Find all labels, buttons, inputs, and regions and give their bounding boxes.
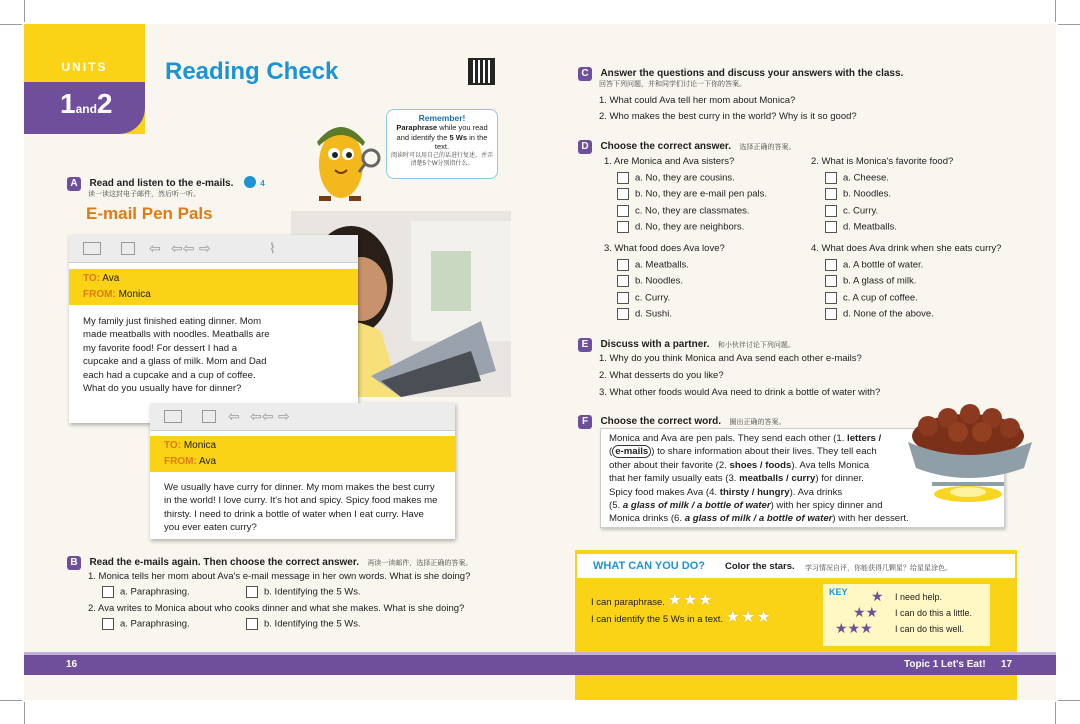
checkbox[interactable]	[825, 172, 837, 184]
envelope-icon[interactable]	[83, 242, 101, 255]
checkbox[interactable]	[617, 188, 629, 200]
reply-all-arrow-icon[interactable]: ⇦⇦	[250, 408, 274, 424]
section-cn: 读一读这封电子邮件，然后听一听。	[88, 191, 200, 198]
option-d4a[interactable]: a. A bottle of water.	[825, 259, 923, 271]
section-title: Discuss with a partner.	[600, 339, 710, 350]
self-assessment-header	[577, 554, 1015, 578]
units-label: UNITS	[61, 60, 108, 74]
checkbox[interactable]	[246, 586, 258, 598]
email-to-line: TO: Ava	[83, 273, 120, 284]
checkbox[interactable]	[825, 188, 837, 200]
option-d1b[interactable]: b. No, they are e-mail pen pals.	[617, 188, 767, 200]
word-choice[interactable]: a glass of milk / a bottle of water	[622, 500, 771, 512]
question-c1: 1. What could Ava tell her mom about Monica?	[599, 95, 796, 106]
remember-title: Remember!	[418, 113, 466, 123]
option-d1a[interactable]: a. No, they are cousins.	[617, 172, 735, 184]
reading-heading: E-mail Pen Pals	[86, 204, 213, 223]
crop-mark	[0, 700, 22, 701]
word-choice-circled[interactable]: e-mails	[612, 445, 651, 458]
question-b2: 2. Ava writes to Monica about who cooks dinner and what she makes. What is she doing?	[88, 603, 465, 614]
page-number-left: 16	[66, 659, 78, 670]
checkbox[interactable]	[825, 205, 837, 217]
page-number-right: 17	[1001, 659, 1013, 670]
section-cn: 回答下列问题，并和同学们讨论一下你的答案。	[599, 81, 746, 88]
key-text: I can do this a little.	[895, 608, 973, 618]
star-key-box	[823, 584, 990, 646]
question-d2: 2. What is Monica's favorite food?	[811, 156, 954, 167]
option-d4d[interactable]: d. None of the above.	[825, 308, 934, 320]
word-choice[interactable]: shoes / foods	[729, 459, 792, 471]
section-title: Read the e-mails again. Then choose the correct answer.	[89, 557, 359, 568]
option-d4b[interactable]: b. A glass of milk.	[825, 275, 916, 287]
qr-code[interactable]	[468, 58, 495, 85]
remember-cn: 阅读时可以用自己的话进行复述，并弄清楚5个W分别指什么。	[391, 152, 494, 167]
star-icon: ★★★	[835, 620, 873, 636]
option-d3a[interactable]: a. Meatballs.	[617, 259, 689, 271]
section-d-header	[578, 136, 796, 154]
checkbox[interactable]	[102, 586, 114, 598]
key-label: KEY	[829, 587, 848, 597]
audio-icon[interactable]	[244, 176, 256, 188]
option-d2c[interactable]: c. Curry.	[825, 205, 878, 217]
footer-topic: Topic 1 Let's Eat!	[904, 659, 986, 670]
key-text: I need help.	[895, 592, 943, 602]
self-assessment-subtitle: Color the stars.	[725, 561, 795, 572]
checkbox[interactable]	[825, 308, 837, 320]
section-title: Choose the correct answer.	[600, 141, 732, 152]
checkbox[interactable]	[617, 308, 629, 320]
email-body: My family just finished eating dinner. Mom made meatballs with noodles. Meatballs are my favorite food! For dessert I had a cupcake and a glass of milk. Mom and Dad each had a cupcake and a cup of coffee. What do you usually have for dinner?	[83, 316, 270, 395]
key-text: I can do this well.	[895, 624, 965, 634]
email-from-line: FROM: Monica	[83, 289, 151, 300]
question-d3: 3. What food does Ava love?	[604, 243, 725, 254]
option-d2d[interactable]: d. Meatballs.	[825, 221, 897, 233]
checkbox[interactable]	[617, 292, 629, 304]
email-card-monica	[69, 235, 358, 423]
reply-arrow-icon[interactable]: ⇦	[228, 408, 240, 424]
section-b-header	[67, 552, 472, 570]
can-do-row-2: I can identify the 5 Ws in a text. ★★★	[591, 609, 772, 626]
email-header-fields	[150, 436, 455, 472]
forward-arrow-icon[interactable]: ⇨	[278, 408, 290, 424]
compose-icon[interactable]	[121, 242, 135, 255]
checkbox[interactable]	[825, 221, 837, 233]
reply-all-arrow-icon[interactable]: ⇦⇦	[171, 240, 195, 256]
compose-icon[interactable]	[202, 410, 216, 423]
section-badge: F	[578, 415, 592, 429]
cloze-line: ( e-mails ) to share information about their lives. They tell each	[609, 446, 877, 458]
option-d3c[interactable]: c. Curry.	[617, 292, 670, 304]
cloze-line: (5. a glass of milk / a bottle of water) with her spicy dinner and	[609, 500, 883, 512]
checkbox[interactable]	[825, 275, 837, 287]
section-title: Choose the correct word.	[600, 416, 722, 427]
cloze-line: other about their favorite (2. shoes / foods). Ava tells Monica	[609, 459, 870, 471]
checkbox[interactable]	[617, 205, 629, 217]
reply-arrow-icon[interactable]: ⇦	[149, 240, 161, 256]
meatball-pot-illustration	[898, 398, 1048, 516]
option-b2a[interactable]: a. Paraphrasing.	[102, 618, 190, 630]
audio-track-number: 4	[260, 179, 265, 188]
option-d2b[interactable]: b. Noodles.	[825, 188, 891, 200]
envelope-icon[interactable]	[164, 410, 182, 423]
question-d4: 4. What does Ava drink when she eats curry?	[811, 243, 1002, 254]
word-choice[interactable]: meatballs / curry	[739, 473, 816, 485]
word-choice[interactable]: letters /	[847, 433, 882, 444]
email-header-fields	[69, 269, 358, 305]
cloze-line: that her family usually eats (3. meatballs / curry) for dinner.	[609, 473, 864, 485]
checkbox[interactable]	[617, 275, 629, 287]
email-toolbar	[150, 403, 455, 431]
crop-mark	[1055, 702, 1056, 724]
self-assessment-cn: 学习情况自评，你能获得几颗星？给星星涂色。	[805, 565, 952, 572]
option-d1c[interactable]: c. No, they are classmates.	[617, 205, 750, 217]
section-e-header	[578, 334, 795, 352]
option-d4c[interactable]: c. A cup of coffee.	[825, 292, 918, 304]
section-cn: 和小伙伴讨论下列问题。	[717, 342, 795, 349]
section-title: Read and listen to the e-mails.	[89, 178, 234, 189]
star-icon: ★★	[853, 604, 879, 620]
crop-mark	[24, 702, 25, 724]
checkbox[interactable]	[102, 618, 114, 630]
attachment-icon[interactable]: ⌇	[269, 240, 276, 256]
checkbox[interactable]	[617, 221, 629, 233]
section-cn: 选择正确的答案。	[739, 144, 796, 151]
question-e2: 2. What desserts do you like?	[599, 370, 724, 381]
corn-mascot-illustration	[305, 112, 385, 202]
remember-tip-bubble	[386, 109, 498, 179]
crop-mark	[1058, 700, 1080, 701]
question-b1: 1. Monica tells her mom about Ava's e-mail message in her own words. What is she doing?	[88, 571, 471, 582]
word-choice[interactable]: a glass of milk / a bottle of water	[684, 513, 833, 525]
word-choice[interactable]: thirsty / hungry	[719, 486, 790, 498]
option-d2a[interactable]: a. Cheese.	[825, 172, 889, 184]
rating-stars[interactable]: ★★★	[725, 609, 772, 626]
section-badge: B	[67, 556, 81, 570]
section-badge: D	[578, 140, 592, 154]
option-b1b[interactable]: b. Identifying the 5 Ws.	[246, 586, 361, 598]
option-b2b[interactable]: b. Identifying the 5 Ws.	[246, 618, 361, 630]
crop-mark	[1058, 24, 1080, 25]
page-title: Reading Check	[165, 58, 339, 85]
crop-mark	[24, 0, 25, 22]
question-c2: 2. Who makes the best curry in the world? Why is it so good?	[599, 111, 857, 122]
cloze-line: Spicy food makes Ava (4. thirsty / hungry). Ava drinks	[609, 486, 843, 498]
remember-text: Paraphrase while you read and identify the 5 Ws in the text.	[396, 123, 488, 152]
can-do-row-1: I can paraphrase. ★★★	[591, 592, 714, 609]
checkbox[interactable]	[246, 618, 258, 630]
checkbox[interactable]	[825, 259, 837, 271]
checkbox[interactable]	[617, 172, 629, 184]
units-number: 1and2	[60, 88, 113, 119]
email-to-line: TO: Monica	[164, 440, 217, 451]
section-title: Answer the questions and discuss your answers with the class.	[600, 68, 904, 79]
email-body: We usually have curry for dinner. My mom makes the best curry in the world! I love curry. It's hot and spicy. Spicy food makes me thirsty. I need to drink a bottle of water when I eat curry. Have you ever eaten curry?	[164, 482, 438, 534]
cloze-line: Monica drinks (6. a glass of milk / a bottle of water) with her dessert.	[609, 513, 909, 525]
star-icon: ★	[871, 588, 884, 604]
page-footer	[24, 655, 1056, 675]
checkbox[interactable]	[825, 292, 837, 304]
crop-mark	[1055, 0, 1056, 22]
section-badge: A	[67, 177, 81, 191]
email-card-ava	[150, 403, 455, 539]
crop-mark	[0, 24, 22, 25]
self-assessment-title: WHAT CAN YOU DO?	[593, 560, 706, 572]
option-d1d[interactable]: d. No, they are neighbors.	[617, 221, 744, 233]
section-cn: 再读一读邮件，选择正确的答案。	[367, 560, 473, 567]
forward-arrow-icon[interactable]: ⇨	[199, 240, 211, 256]
question-d1: 1. Are Monica and Ava sisters?	[604, 156, 735, 167]
option-b1a[interactable]: a. Paraphrasing.	[102, 586, 190, 598]
email-from-line: FROM: Ava	[164, 456, 217, 467]
rating-stars[interactable]: ★★★	[667, 592, 714, 609]
section-badge: E	[578, 338, 592, 352]
question-e1: 1. Why do you think Monica and Ava send each other e-mails?	[599, 353, 862, 364]
question-e3: 3. What other foods would Ava need to drink a bottle of water with?	[599, 387, 881, 398]
email-toolbar	[69, 235, 358, 263]
section-cn: 圈出正确的答案。	[729, 419, 786, 426]
section-f-header	[578, 411, 785, 429]
option-d3b[interactable]: b. Noodles.	[617, 275, 683, 287]
option-d3d[interactable]: d. Sushi.	[617, 308, 672, 320]
section-badge: C	[578, 67, 592, 81]
cloze-line: Monica and Ava are pen pals. They send each other (1. letters /	[609, 433, 882, 444]
checkbox[interactable]	[617, 259, 629, 271]
